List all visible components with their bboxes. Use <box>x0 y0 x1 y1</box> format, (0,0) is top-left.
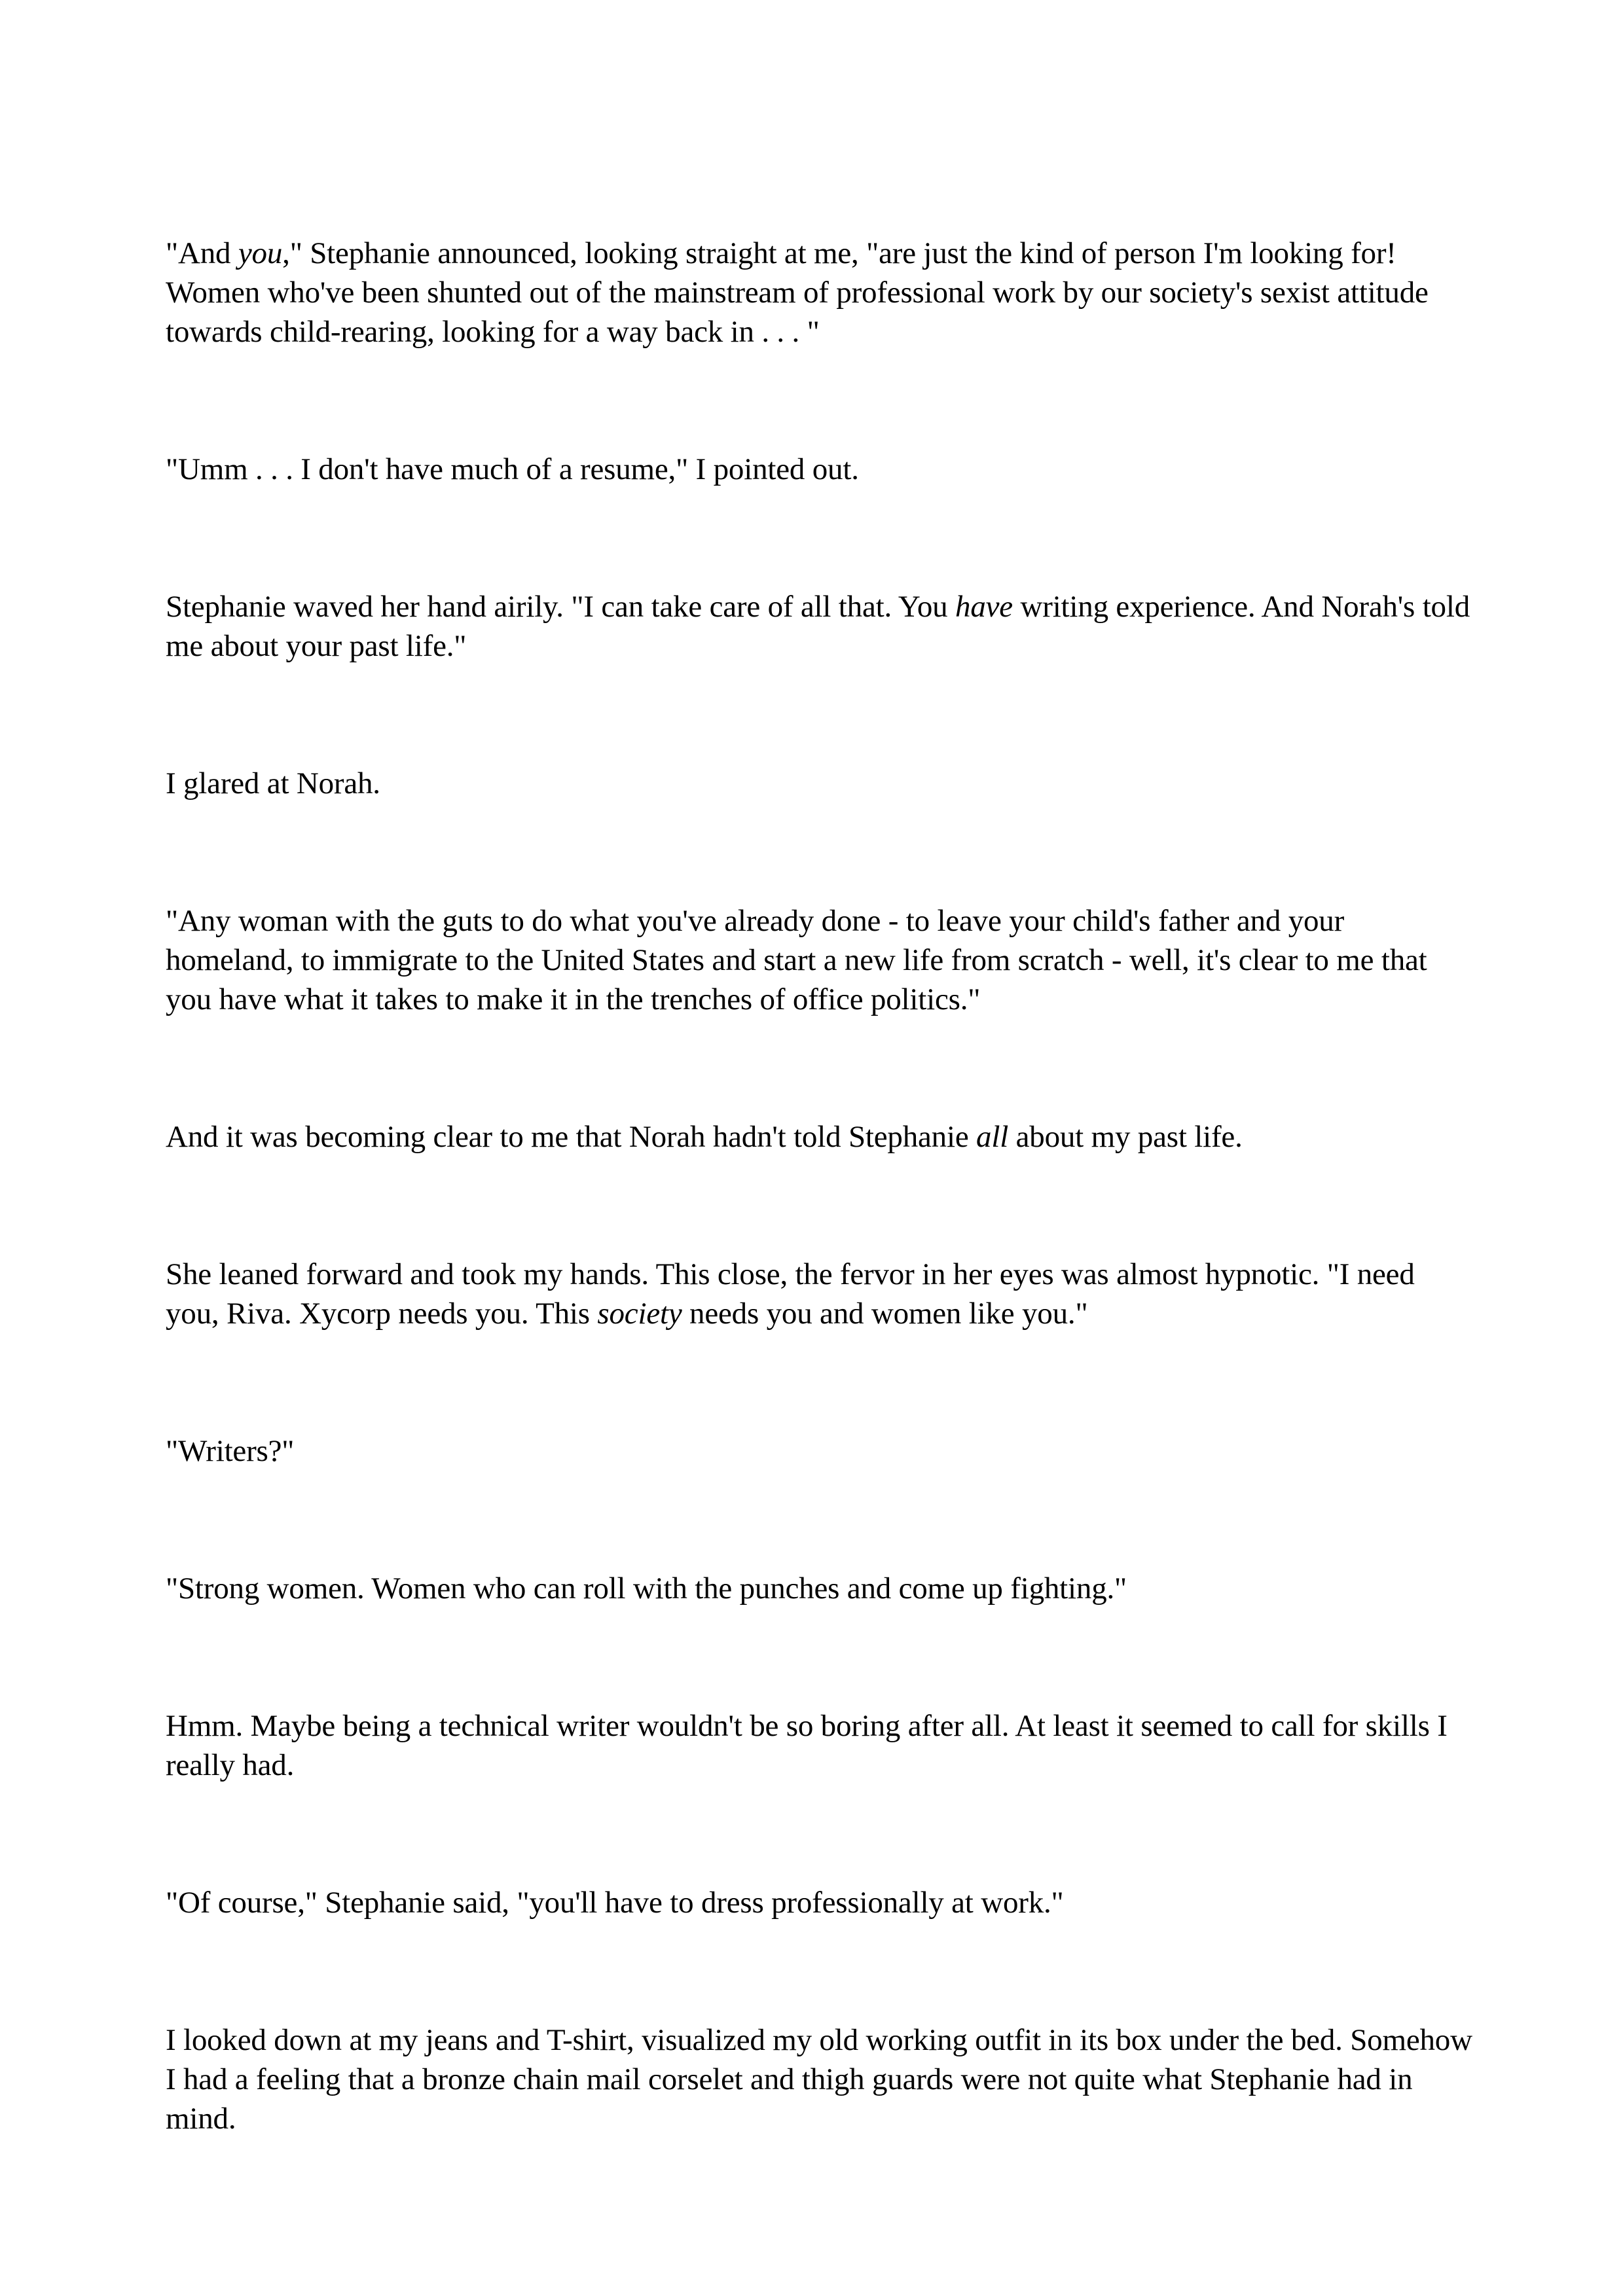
text-segment: "Umm . . . I don't have much of a resume," I pointed out. <box>166 452 859 486</box>
text-segment: Stephanie waved her hand airily. "I can take care of all that. You <box>166 590 956 624</box>
paragraph-11 <box>166 1883 1475 1922</box>
text-segment: She leaned forward and took my hands. This close, the fervor in her eyes was almost hypnotic. "I need you, Riva. Xycorp needs you. This <box>166 1257 1415 1331</box>
paragraph-1 <box>166 234 1475 351</box>
text-segment: "Writers?" <box>166 1434 295 1468</box>
text-segment: needs you and women like you." <box>682 1297 1088 1331</box>
text-segment: about my past life. <box>1008 1120 1243 1154</box>
paragraph-9 <box>166 1569 1475 1608</box>
paragraph-10 <box>166 1706 1475 1785</box>
paragraph-8 <box>166 1431 1475 1471</box>
text-segment: "Any woman with the guts to do what you've already done - to leave your child's father and your homeland, to immigrate to the United States and start a new life from scratch - well, it's clear to me that you have what it takes to make it in the trenches of office politics." <box>166 904 1427 1016</box>
text-segment: writing experience. And Norah's told me about your past life." <box>166 590 1470 663</box>
text-segment: And it was becoming clear to me that Norah hadn't told Stephanie <box>166 1120 977 1154</box>
italic-text: have <box>955 590 1013 624</box>
italic-text: society <box>597 1297 682 1331</box>
paragraph-6 <box>166 1117 1475 1157</box>
paragraph-2 <box>166 450 1475 489</box>
italic-text: you <box>238 236 283 270</box>
text-segment: I looked down at my jeans and T-shirt, visualized my old working outfit in its box under the bed. Somehow I had a feeling that a bronze chain mail corselet and thigh guards were not quite what Stephanie had in mind. <box>166 2023 1472 2136</box>
text-segment: ," Stephanie announced, looking straight at me, "are just the kind of person I'm looking for! Women who've been shunted out of the mainstream of professional work by our society's sexist attitude towards child-rearing, looking for a way back in . . . " <box>166 236 1429 349</box>
text-segment: "And <box>166 236 238 270</box>
paragraph-7 <box>166 1255 1475 1333</box>
paragraph-3 <box>166 587 1475 666</box>
paragraph-4 <box>166 764 1475 803</box>
paragraph-5 <box>166 901 1475 1019</box>
text-segment: "Of course," Stephanie said, "you'll have to dress professionally at work." <box>166 1886 1064 1920</box>
italic-text: all <box>976 1120 1009 1154</box>
paragraph-12 <box>166 2020 1475 2138</box>
text-segment: "Strong women. Women who can roll with the punches and come up fighting." <box>166 1571 1127 1605</box>
text-segment: I glared at Norah. <box>166 766 380 800</box>
document-page <box>166 234 1475 2138</box>
text-segment: Hmm. Maybe being a technical writer wouldn't be so boring after all. At least it seemed to call for skills I really had. <box>166 1709 1448 1782</box>
